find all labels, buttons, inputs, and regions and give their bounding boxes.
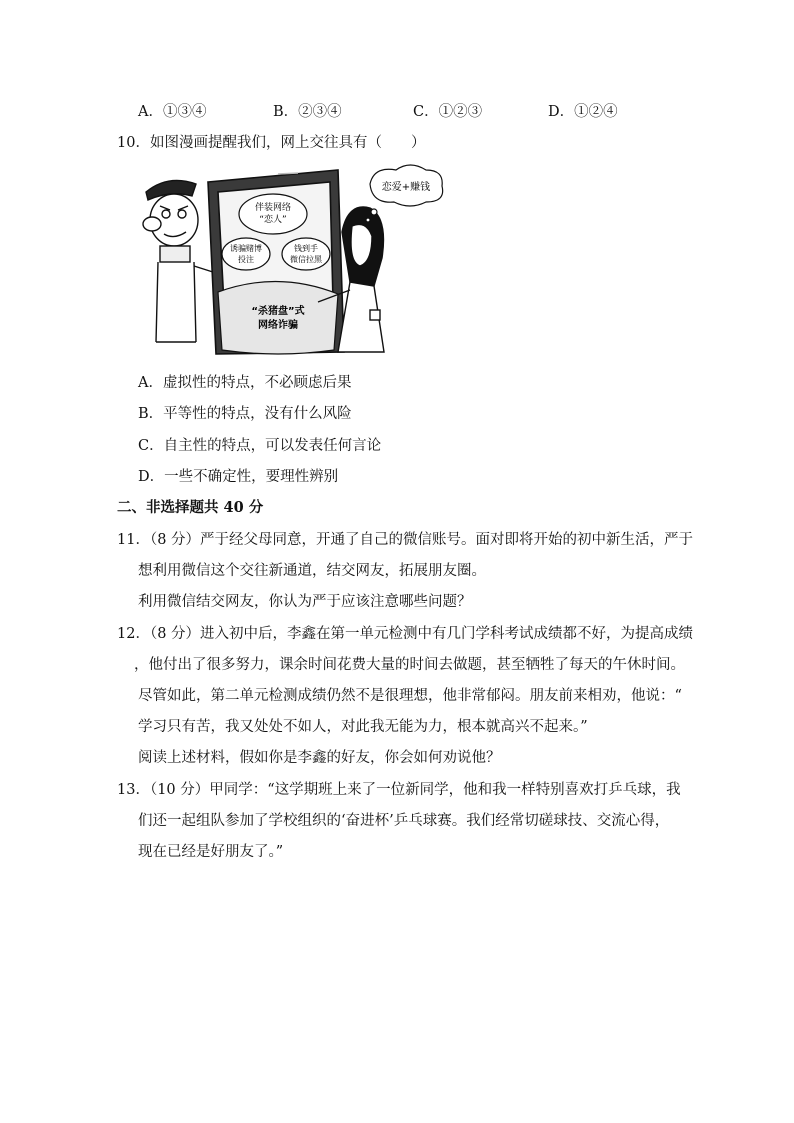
bubble-gambling (222, 238, 270, 270)
bubble-right-line2: 微信拉黑 (290, 255, 322, 264)
fraud-sack (218, 281, 338, 354)
q11-question: 利用微信结交网友，你认为严于应该注意哪些问题？ (138, 594, 472, 610)
sack-label-line1: “杀猪盘”式 (251, 306, 305, 317)
section2-heading: 二、非选择题共 40 分 (117, 499, 264, 516)
prev-option-b[interactable]: B．②③④ (273, 104, 342, 120)
q10-option-d[interactable]: D．一些不确定性，要理性辨别 (138, 469, 339, 485)
q10-option-c[interactable]: C．自主性的特点，可以发表任何言论 (138, 438, 382, 454)
thought-cloud (366, 165, 443, 222)
prev-question-options (138, 102, 658, 124)
q10-cartoon (138, 162, 448, 357)
prev-option-a[interactable]: A．①③④ (138, 104, 207, 120)
bubble-left-line2: 投注 (238, 255, 254, 264)
q12-question: 阅读上述材料，假如你是李鑫的好友，你会如何劝说他？ (138, 750, 501, 766)
q11-line2: 想利用微信这个交往新通道，结交网友，拓展朋友圈。 (138, 563, 486, 579)
prev-option-c[interactable]: C．①②③ (413, 104, 483, 120)
q12-line3: 尽管如此，第二单元检测成绩仍然不是很理想，他非常郁闷。朋友前来相劝，他说：“ (138, 688, 682, 704)
cartoon-illustration (138, 162, 448, 357)
bubble-right-line1: 钱到手 (294, 244, 318, 253)
bubble-block (282, 238, 330, 270)
bubble-fake-lover (239, 194, 307, 234)
q13-line1: 13．（10 分）甲同学：“这学期班上来了一位新同学，他和我一样特别喜欢打乒乓球，我 (117, 782, 681, 798)
q13-line2: 们还一起组队参加了学校组织的‘奋进杯’乒乓球赛。我们经常切磋球技、交流心得， (138, 813, 670, 829)
q13-line3: 现在已经是好朋友了。” (138, 844, 284, 860)
q11-line1: 11．（8 分）严于经父母同意，开通了自己的微信账号。面对即将开始的初中新生活，严于 (117, 532, 694, 548)
q12-line4: 学习只有苦，我又处处不如人，对此我无能为力，根本就高兴不起来。” (138, 719, 588, 735)
q10-option-b[interactable]: B．平等性的特点，没有什么风险 (138, 406, 352, 422)
sack-label-line2: 网络诈骗 (258, 320, 298, 331)
bubble-top-line1: 伴装网络 (254, 203, 292, 213)
q12-line2: ，他付出了很多努力，课余时间花费大量的时间去做题，甚至牺牲了每天的午休时间。 (134, 657, 685, 673)
q10-option-a[interactable]: A．虚拟性的特点，不必顾虑后果 (138, 375, 352, 391)
q10-stem: 10．如图漫画提醒我们，网上交往具有（ ） (117, 135, 426, 151)
bubble-top-line2: “恋人” (259, 215, 287, 225)
prev-option-d[interactable]: D．①②④ (548, 104, 618, 120)
cloud-text: 恋爱+赚钱 (381, 182, 431, 193)
q12-line1: 12．（8 分）进入初中后，李鑫在第一单元检测中有几门学科考试成绩都不好，为提高成绩 (117, 626, 694, 642)
bubble-left-line1: 诱骗赌博 (230, 244, 262, 253)
